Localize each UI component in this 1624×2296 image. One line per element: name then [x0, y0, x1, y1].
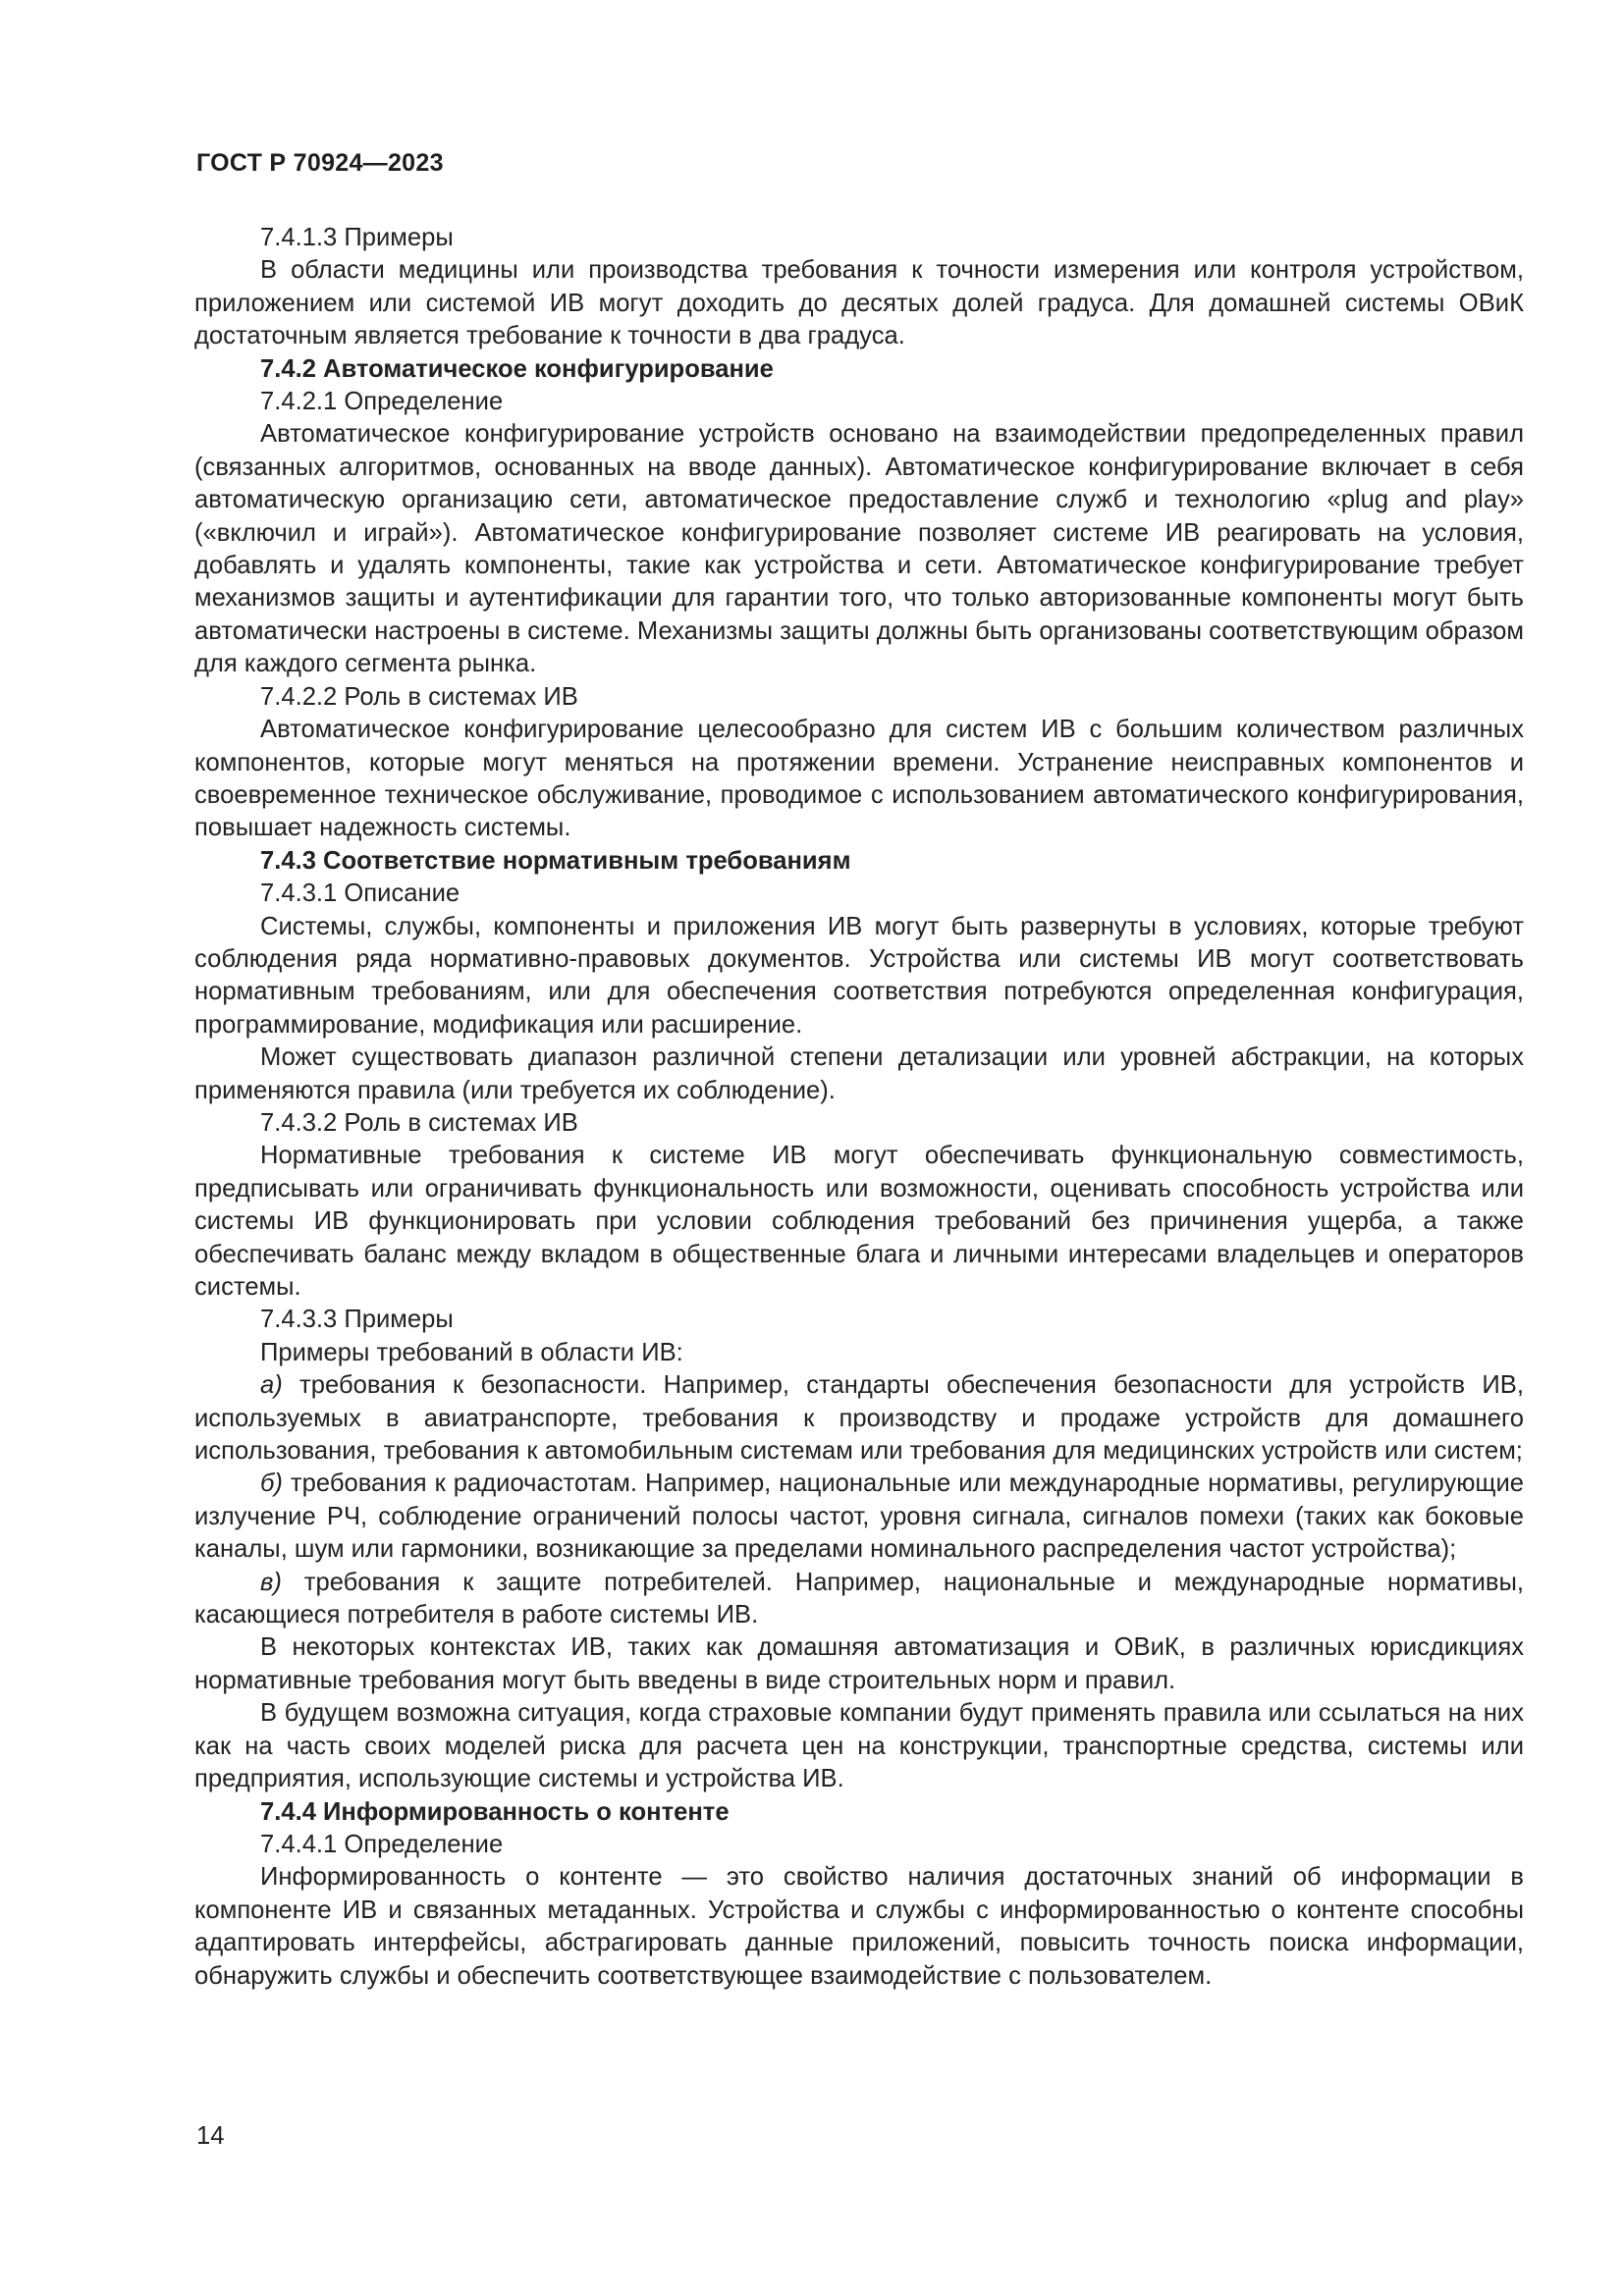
subsection-title: 7.4.3.3 Примеры [260, 1306, 454, 1334]
subsection-title: 7.4.3.1 Описание [260, 880, 460, 908]
paragraph: Системы, службы, компоненты и приложения ИВ могут быть развернуты в условиях, которые требуют соблюдения ряда нормативно-правовых документов. Устройства или системы ИВ могут соответствовать нормативным требованиям, или для обеспечения соответствия потребуются определенная конфигурация, программирование, модификация или расширение. [194, 912, 1524, 1039]
list-item [194, 1468, 1524, 1566]
list-item-marker: в) [260, 1568, 282, 1596]
subsection-title: 7.4.1.3 Примеры [260, 224, 454, 251]
list-item-marker: а) [260, 1371, 283, 1400]
list-item [194, 1369, 1524, 1468]
document-header: ГОСТ Р 70924—2023 [196, 149, 444, 177]
section-heading: 7.4.2 Автоматическое конфигурирование [260, 354, 774, 383]
list-item-text: требования к безопасности. Например, стандарты обеспечения безопасности для устройств ИВ, используемых в авиатранспорте, требования к производству и продаже устройств для домашнего использования, требования к автомобильным системам или требования для медицинских устройств или систем; [194, 1371, 1524, 1466]
paragraph: В некоторых контекстах ИВ, таких как домашняя автоматизация и ОВиК, в различных юрисдикциях нормативные требования могут быть введены в виде строительных норм и правил. [194, 1633, 1524, 1694]
subsection-title: 7.4.2.2 Роль в системах ИВ [260, 682, 578, 711]
paragraph: Информированность о контенте — это свойство наличия достаточных знаний об информации в компоненте ИВ и связанных метаданных. Устройства и службы с информированностью о контенте способны адаптировать интерфейсы, абстрагировать данные приложений, повысить точность поиска информации, обнаружить службы и обеспечить соответствующее взаимодействие с пользователем. [194, 1863, 1524, 1990]
paragraph: Автоматическое конфигурирование устройств основано на взаимодействии предопределенных правил (связанных алгоритмов, основанных на вводе данных). Автоматическое конфигурирование включает в себя автоматическую организацию сети, автоматическое предоставление служб и технологию «plug and play» («включил и играй»). Автоматическое конфигурирование позволяет системе ИВ реагировать на условия, добавлять и удалять компоненты, такие как устройства и сети. Автоматическое конфигурирование требует механизмов защиты и аутентификации для гарантии того, что только авторизованные компоненты могут быть автоматически настроены в системе. Механизмы защиты должны быть организованы соответствующим образом для каждого сегмента рынка. [194, 420, 1524, 678]
paragraph: В будущем возможна ситуация, когда страховые компании будут применять правила или ссылаться на них как на часть своих моделей риска для расчета цен на конструкции, транспортные средства, системы или предприятия, использующие системы и устройства ИВ. [194, 1699, 1524, 1793]
section-heading: 7.4.4 Информированность о контенте [260, 1797, 730, 1826]
subsection-title: 7.4.2.1 Определение [260, 388, 504, 416]
list-item-marker: б) [260, 1469, 283, 1498]
paragraph: Нормативные требования к системе ИВ могут обеспечивать функциональную совместимость, предписывать или ограничивать функциональность или возможности, оценивать способность устройства или системы ИВ функционировать при условии соблюдения требований без причинения ущерба, а также обеспечивать баланс между вкладом в общественные блага и личными интересами владельцев и операторов системы. [194, 1142, 1524, 1301]
page-number: 14 [196, 2122, 225, 2150]
section-heading: 7.4.3 Соответствие нормативным требованиям [260, 846, 851, 875]
subsection-title: 7.4.3.2 Роль в системах ИВ [260, 1108, 578, 1137]
paragraph: В области медицины или производства требования к точности измерения или контроля устройством, приложением или системой ИВ могут доходить до десятых долей градуса. Для домашней системы ОВиК достаточным является требование к точности в два градуса. [194, 256, 1524, 350]
list-item [194, 1567, 1524, 1632]
paragraph: Примеры требований в области ИВ: [260, 1338, 683, 1366]
list-item-text: требования к защите потребителей. Например, национальные и международные нормативы, касающиеся потребителя в работе системы ИВ. [194, 1568, 1524, 1629]
document-body [194, 222, 1524, 1993]
paragraph: Автоматическое конфигурирование целесообразно для систем ИВ с большим количеством различных компонентов, которые могут меняться на протяжении времени. Устранение неисправных компонентов и своевременное техническое обслуживание, проводимое с использованием автоматического конфигурирования, повышает надежность системы. [194, 716, 1524, 842]
list-item-text: требования к радиочастотам. Например, национальные или международные нормативы, регулирующие излучение РЧ, соблюдение ограничений полосы частот, уровня сигнала, сигналов помехи (таких как боковые каналы, шум или гармоники, возникающие за пределами номинального распределения частот устройства); [194, 1469, 1524, 1564]
paragraph: Может существовать диапазон различной степени детализации или уровней абстракции, на которых применяются правила (или требуется их соблюдение). [194, 1043, 1524, 1104]
subsection-title: 7.4.4.1 Определение [260, 1830, 504, 1858]
